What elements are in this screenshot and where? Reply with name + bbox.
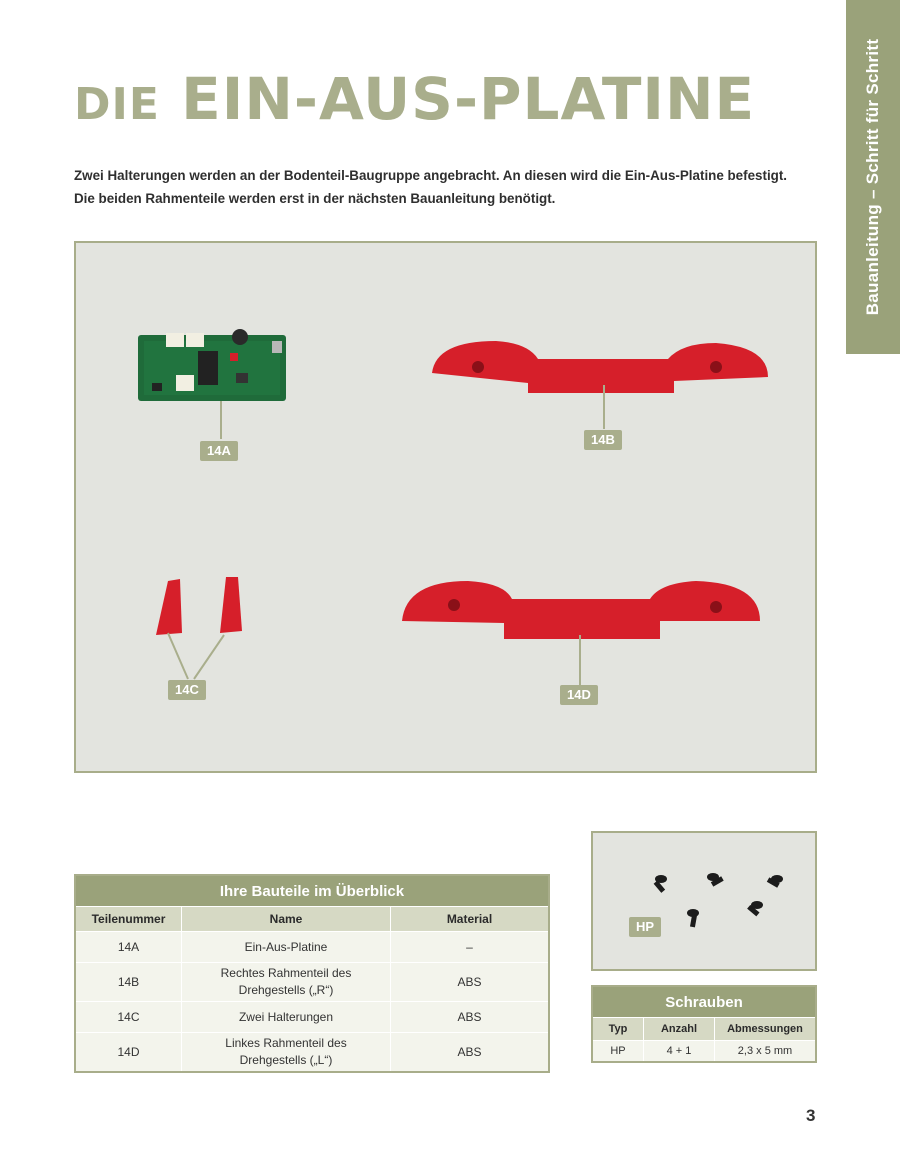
label-14c: 14C (168, 680, 206, 700)
part-material: ABS (391, 1033, 550, 1073)
page-title-main: EIN-AUS-PLATINE (181, 65, 756, 133)
section-tab (846, 0, 900, 354)
intro-line-1: Zwei Halterungen werden an der Bodenteil-Baugruppe angebracht. An diesen wird die Ein-Aus-Platine befestigt. (74, 168, 788, 183)
holders-part-icon (156, 577, 242, 635)
part-id: 14B (75, 963, 182, 1002)
table-row (75, 963, 549, 1002)
screws-table-caption: Schrauben (592, 986, 816, 1018)
part-material: ABS (391, 1002, 550, 1033)
part-name-line: Rechtes Rahmenteil des (220, 966, 352, 980)
table-row (592, 1041, 816, 1063)
screw-size: 2,3 x 5 mm (715, 1041, 817, 1063)
screw-icon (654, 873, 783, 927)
screws-header-count: Anzahl (644, 1018, 715, 1041)
part-id: 14A (75, 932, 182, 963)
part-name (182, 1033, 391, 1073)
label-14a: 14A (200, 441, 238, 461)
part-name-line: Zwei Halterungen (238, 1009, 334, 1024)
part-name-line: Linkes Rahmenteil des (225, 1036, 347, 1050)
part-id: 14C (75, 1002, 182, 1033)
leader-lines (168, 385, 604, 685)
left-frame-part-icon (402, 581, 760, 639)
part-material: ABS (391, 963, 550, 1002)
parts-header-material: Material (391, 907, 550, 932)
screws-illustration (593, 833, 815, 969)
section-tab-label: Bauanleitung – Schritt für Schritt (863, 38, 882, 316)
screw-count: 4 + 1 (644, 1041, 715, 1063)
right-frame-part-icon (432, 341, 768, 393)
screws-table (591, 985, 817, 1063)
screw-type: HP (592, 1041, 644, 1063)
intro-line-2: Die beiden Rahmenteile werden erst in der nächsten Bauanleitung benötigt. (74, 191, 556, 206)
parts-header-name: Name (182, 907, 391, 932)
parts-photo (74, 241, 817, 773)
label-hp: HP (629, 917, 661, 937)
intro-text (74, 164, 834, 210)
parts-header-id: Teilenummer (75, 907, 182, 932)
screws-photo (591, 831, 817, 971)
part-id: 14D (75, 1033, 182, 1073)
page-title (74, 65, 756, 133)
part-material: – (391, 932, 550, 963)
screws-header-size: Abmessungen (715, 1018, 817, 1041)
page-title-prefix: DIE (74, 79, 160, 130)
table-row (75, 932, 549, 963)
part-name-line: Ein-Aus-Platine (244, 939, 328, 954)
parts-table (74, 874, 550, 1073)
part-name-line: Drehgestells („R“) (238, 983, 334, 997)
label-14d: 14D (560, 685, 598, 705)
part-name (182, 932, 391, 963)
part-name-line: Drehgestells („L“) (239, 1053, 333, 1067)
screws-header-type: Typ (592, 1018, 644, 1041)
table-row (75, 1002, 549, 1033)
pcb-board-icon (138, 329, 286, 401)
part-name (182, 963, 391, 1002)
parts-table-caption: Ihre Bauteile im Überblick (75, 875, 549, 907)
table-row (75, 1033, 549, 1073)
label-14b: 14B (584, 430, 622, 450)
page-number: 3 (806, 1106, 816, 1125)
part-name (182, 1002, 391, 1033)
